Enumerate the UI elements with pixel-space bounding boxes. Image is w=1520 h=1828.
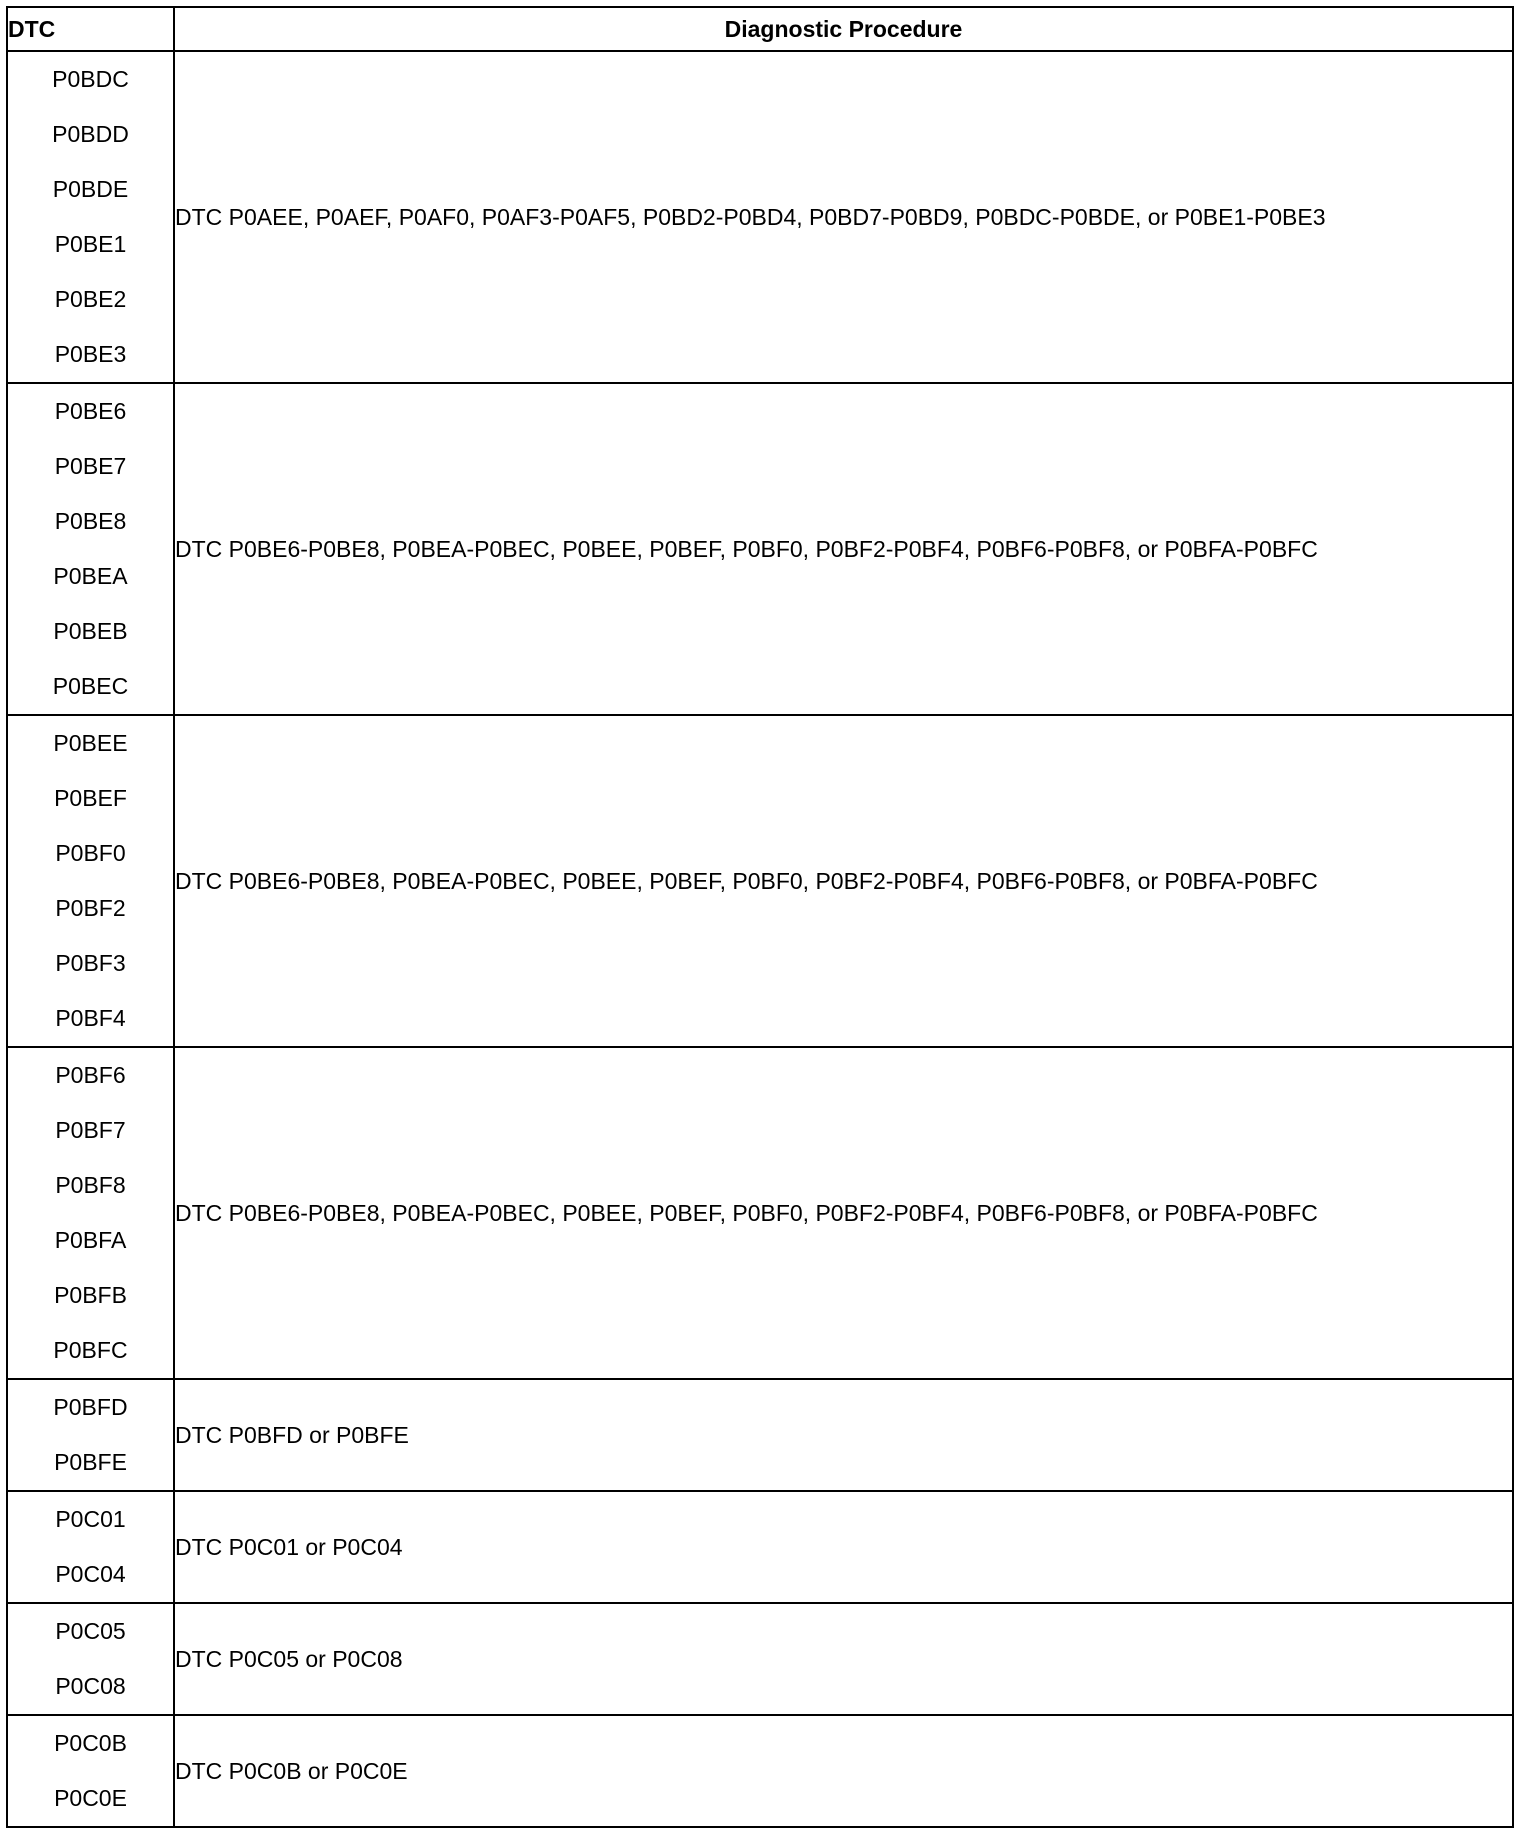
table-row (7, 1379, 1513, 1491)
dtc-code: P0BE1 (54, 231, 127, 257)
dtc-code: P0BE2 (54, 286, 127, 312)
dtc-code: P0C0B (54, 1730, 127, 1756)
dtc-code: P0BF2 (55, 895, 126, 921)
procedure-reference: DTC P0BE6-P0BE8, P0BEA-P0BEC, P0BEE, P0BEF, P0BF0, P0BF2-P0BF4, P0BF6-P0BF8, or P0BFA-P0BFC (174, 715, 1513, 1047)
procedure-reference: DTC P0AEE, P0AEF, P0AF0, P0AF3-P0AF5, P0BD2-P0BD4, P0BD7-P0BD9, P0BDC-P0BDE, or P0BE1-P0BE3 (174, 51, 1513, 383)
procedure-reference: DTC P0BFD or P0BFE (174, 1379, 1513, 1491)
dtc-code-list (7, 383, 174, 715)
dtc-code: P0BE3 (54, 341, 127, 367)
dtc-code: P0BFD (53, 1394, 128, 1420)
dtc-code: P0C08 (55, 1673, 126, 1699)
procedure-reference: DTC P0BE6-P0BE8, P0BEA-P0BEC, P0BEE, P0BEF, P0BF0, P0BF2-P0BF4, P0BF6-P0BF8, or P0BFA-P0BFC (174, 383, 1513, 715)
dtc-column-header: DTC (7, 7, 174, 51)
dtc-code: P0C05 (55, 1618, 126, 1644)
table-row (7, 1491, 1513, 1603)
dtc-code: P0BDC (52, 66, 129, 92)
dtc-code: P0BFB (54, 1282, 127, 1308)
dtc-code: P0C01 (55, 1506, 126, 1532)
table-row (7, 1603, 1513, 1715)
dtc-code: P0BF4 (55, 1005, 126, 1031)
dtc-code: P0BE8 (54, 508, 127, 534)
dtc-code: P0BF8 (55, 1172, 126, 1198)
dtc-code: P0BE7 (54, 453, 127, 479)
dtc-code: P0BEA (53, 563, 128, 589)
procedure-reference: DTC P0C05 or P0C08 (174, 1603, 1513, 1715)
table-row (7, 715, 1513, 1047)
dtc-code-list (7, 1491, 174, 1603)
dtc-code: P0BEE (53, 730, 128, 756)
dtc-code: P0BF3 (55, 950, 126, 976)
table-row (7, 51, 1513, 383)
dtc-code: P0BEC (52, 673, 129, 699)
dtc-code: P0BFC (53, 1337, 128, 1363)
dtc-code: P0BEB (53, 618, 128, 644)
dtc-code: P0BDE (52, 176, 129, 202)
table-row (7, 1047, 1513, 1379)
dtc-code: P0C04 (55, 1561, 126, 1587)
dtc-code-list (7, 1379, 174, 1491)
table-row (7, 383, 1513, 715)
dtc-code: P0BF0 (55, 840, 126, 866)
dtc-code-list (7, 1603, 174, 1715)
table-row (7, 1715, 1513, 1827)
procedure-reference: DTC P0BE6-P0BE8, P0BEA-P0BEC, P0BEE, P0BEF, P0BF0, P0BF2-P0BF4, P0BF6-P0BF8, or P0BFA-P0BFC (174, 1047, 1513, 1379)
procedure-reference: DTC P0C0B or P0C0E (174, 1715, 1513, 1827)
dtc-code: P0BEF (54, 785, 127, 811)
dtc-code: P0BFA (54, 1227, 127, 1253)
dtc-code: P0BF6 (55, 1062, 126, 1088)
dtc-procedure-table (6, 6, 1514, 1828)
dtc-code: P0BF7 (55, 1117, 126, 1143)
procedure-column-header: Diagnostic Procedure (174, 7, 1513, 51)
dtc-code: P0C0E (54, 1785, 127, 1811)
dtc-code: P0BE6 (54, 398, 127, 424)
dtc-code: P0BDD (52, 121, 129, 147)
dtc-code-list (7, 1047, 174, 1379)
dtc-code-list (7, 1715, 174, 1827)
header-row (7, 7, 1513, 51)
dtc-code: P0BFE (54, 1449, 127, 1475)
dtc-code-list (7, 715, 174, 1047)
dtc-code-list (7, 51, 174, 383)
procedure-reference: DTC P0C01 or P0C04 (174, 1491, 1513, 1603)
